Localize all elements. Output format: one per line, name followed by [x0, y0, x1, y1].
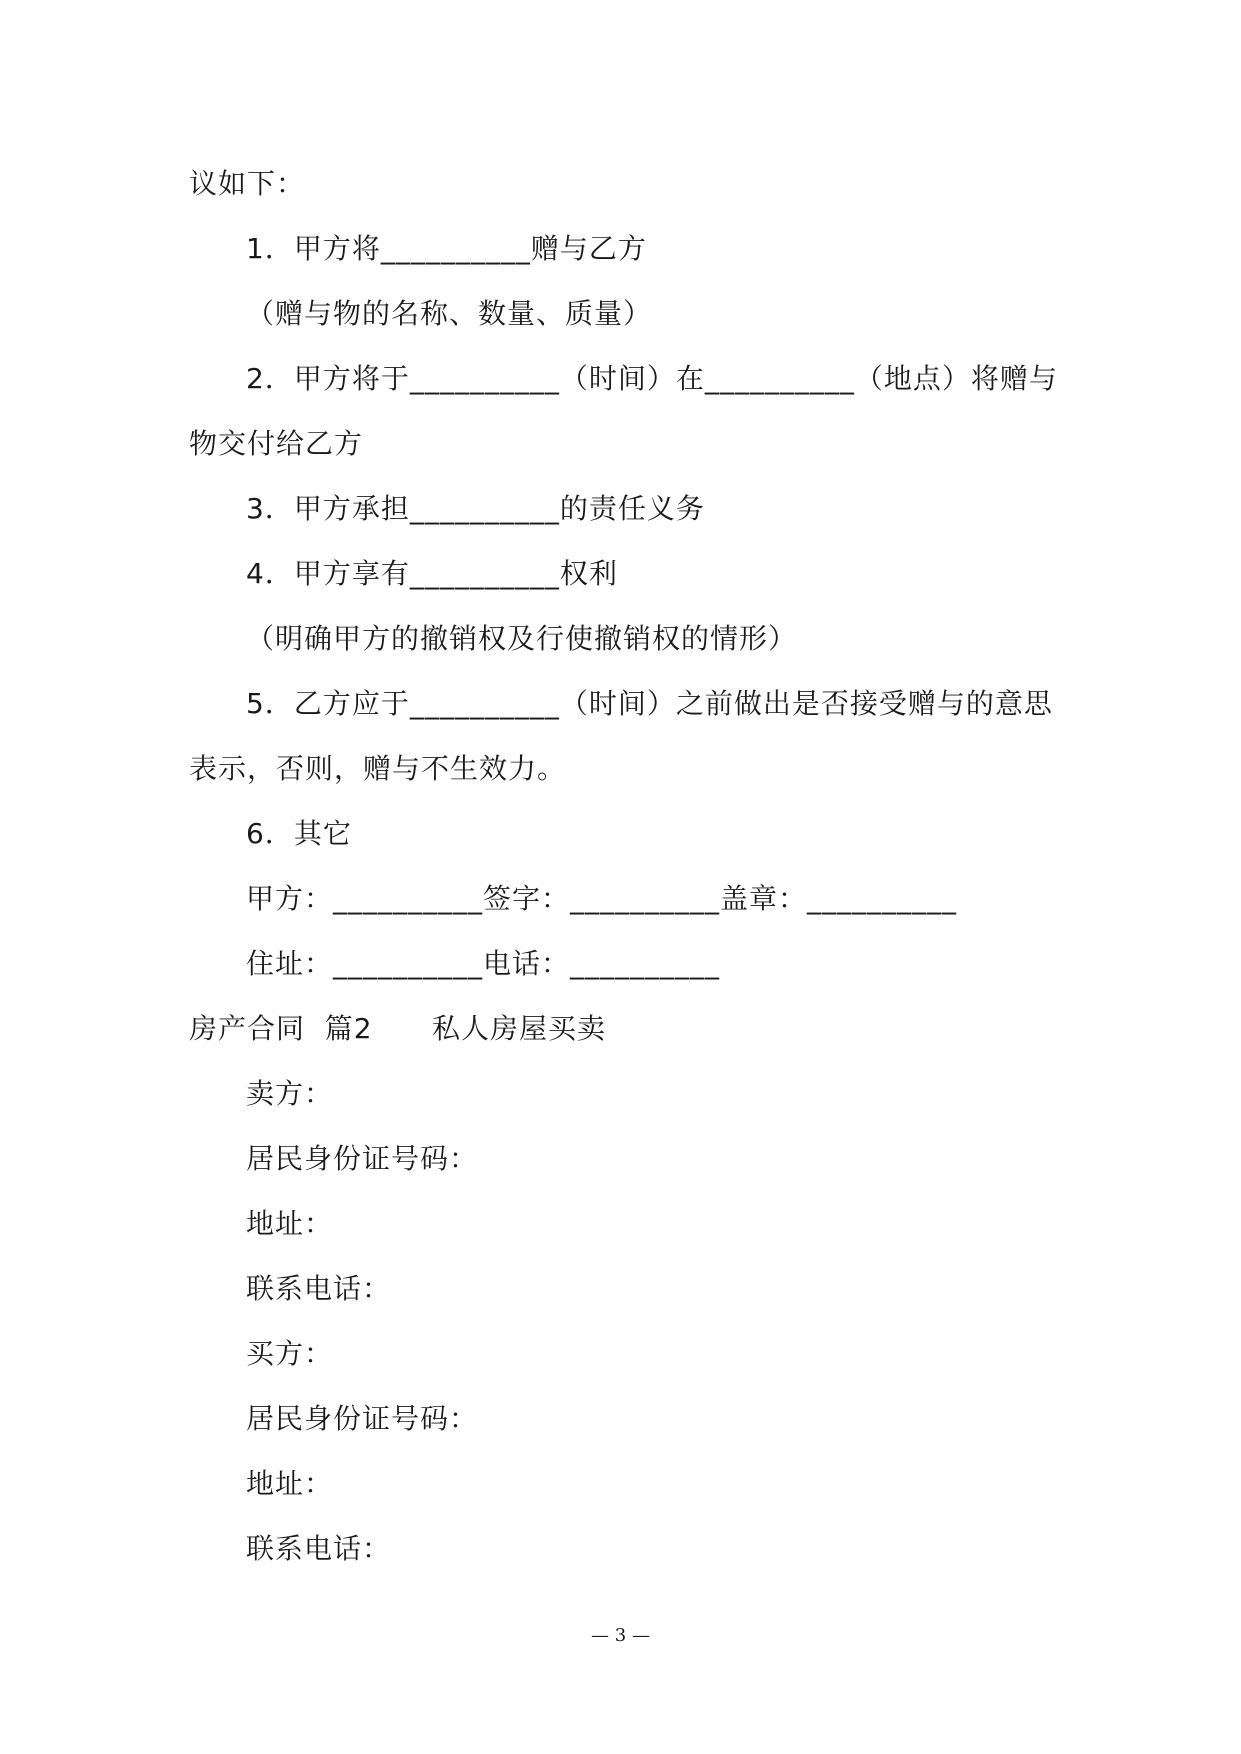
clause-1-note: （赠与物的名称、数量、质量） — [246, 297, 653, 330]
seller-address-label: 地址： — [246, 1207, 334, 1240]
seller-label: 卖方： — [246, 1077, 334, 1110]
clause-1: 1．甲方将__________赠与乙方 — [246, 232, 647, 265]
paragraph-text: 议如下： — [189, 167, 306, 200]
clause-5: 5．乙方应于__________（时间）之前做出是否接受赠与的意思 — [246, 687, 1053, 720]
buyer-label: 买方： — [246, 1337, 334, 1370]
section-heading: 房产合同 篇2 私人房屋买卖 — [189, 1012, 607, 1045]
clause-3: 3．甲方承担__________的责任义务 — [246, 492, 705, 525]
seller-id-label: 居民身份证号码： — [246, 1142, 479, 1175]
clause-6: 6．其它 — [246, 817, 352, 850]
party-a-signature-line: 甲方：__________签字：__________盖章：__________ — [246, 882, 958, 915]
buyer-phone-label: 联系电话： — [246, 1532, 392, 1565]
clause-5-cont: 表示，否则，赠与不生效力。 — [189, 752, 567, 785]
clause-4-note: （明确甲方的撤销权及行使撤销权的情形） — [246, 622, 798, 655]
page-number: — 3 — — [591, 1625, 650, 1646]
seller-phone-label: 联系电话： — [246, 1272, 392, 1305]
clause-2-cont: 物交付给乙方 — [189, 427, 364, 460]
party-a-address-line: 住址：__________电话：__________ — [246, 947, 721, 980]
clause-2: 2．甲方将于__________（时间）在__________（地点）将赠与 — [246, 362, 1058, 395]
clause-4: 4．甲方享有__________权利 — [246, 557, 618, 590]
buyer-address-label: 地址： — [246, 1467, 334, 1500]
buyer-id-label: 居民身份证号码： — [246, 1402, 479, 1435]
